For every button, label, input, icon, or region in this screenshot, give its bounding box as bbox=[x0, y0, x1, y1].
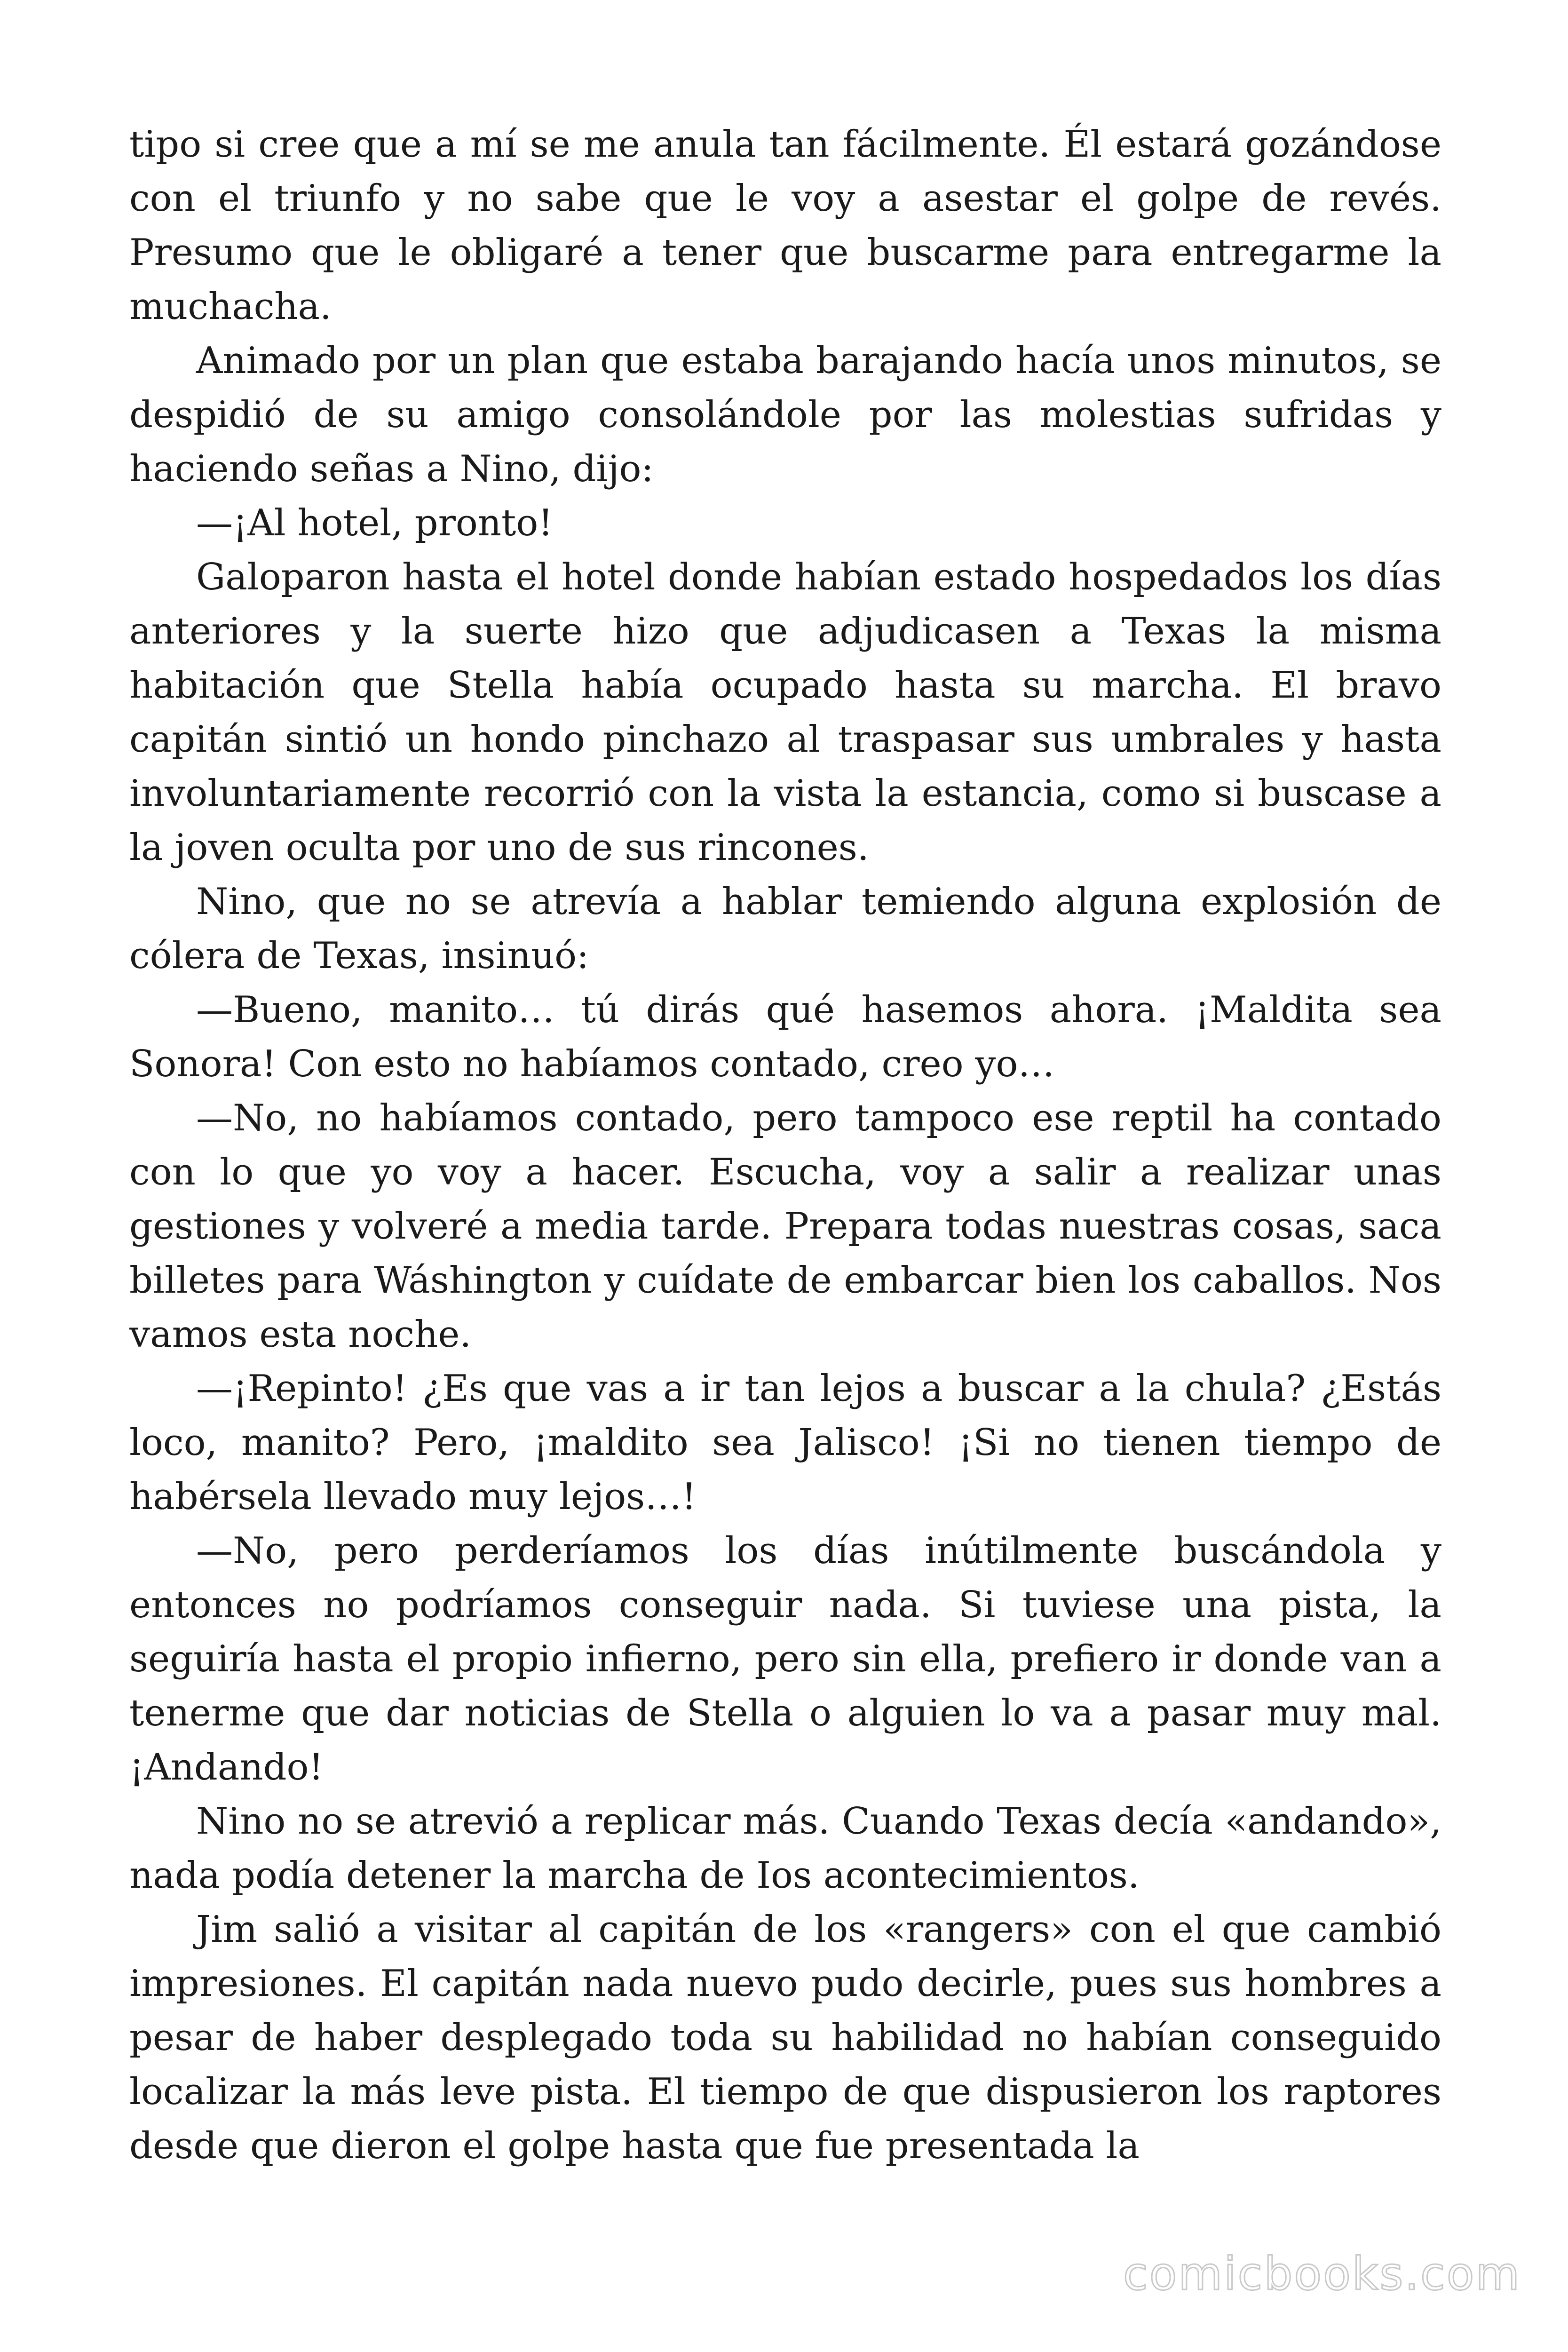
paragraph-2: Animado por un plan que estaba barajando hacía unos minutos, se despidió de su amigo consolándole por las molestias sufridas y haciendo señas a Nino, dijo: bbox=[129, 340, 1441, 490]
paragraph-8: —¡Repinto! ¿Es que vas a ir tan lejos a buscar a la chula? ¿Estás loco, manito? Pero, ¡maldito sea Jalisco! ¡Si no tienen tiempo de habérsela llevado muy lejos…! bbox=[129, 1367, 1441, 1518]
paragraph-3: —¡Al hotel, pronto! bbox=[196, 502, 553, 544]
paragraph-1: tipo si cree que a mí se me anula tan fácilmente. Él estará gozándose con el triunfo y no sabe que le voy a asestar el golpe de revés. Presumo que le obligaré a tener que buscarme para entregarme la muchacha. bbox=[129, 123, 1441, 328]
paragraph-7: —No, no habíamos contado, pero tampoco ese reptil ha contado con lo que yo voy a hacer. Escucha, voy a salir a realizar unas gestiones y volveré a media tarde. Prepara todas nuestras cosas, saca billetes para Wáshington y cuídate de embarcar bien los caballos. Nos vamos esta noche. bbox=[129, 1097, 1441, 1356]
watermark: comicbooks.com bbox=[1123, 2248, 1521, 2300]
paragraph-10: Nino no se atrevió a replicar más. Cuando Texas decía «andando», nada podía detener la marcha de Ios acontecimientos. bbox=[129, 1800, 1441, 1897]
book-page bbox=[129, 118, 1441, 2234]
paragraph-9: —No, pero perderíamos los días inútilmente buscándola y entonces no podríamos conseguir nada. Si tuviese una pista, la seguiría hasta el propio infierno, pero sin ella, prefiero ir donde van a tenerme que dar noticias de Stella o alguien lo va a pasar muy mal. ¡Andando! bbox=[129, 1530, 1441, 1788]
paragraph-4: Galoparon hasta el hotel donde habían estado hospedados los días anteriores y la suerte hizo que adjudicasen a Texas la misma habitación que Stella había ocupado hasta su marcha. El bravo capitán sintió un hondo pinchazo al traspasar sus umbrales y hasta involuntariamente recorrió con la vista la estancia, como si buscase a la joven oculta por uno de sus rincones. bbox=[129, 556, 1441, 869]
paragraph-6: —Bueno, manito… tú dirás qué hasemos ahora. ¡Maldita sea Sonora! Con esto no habíamos contado, creo yo… bbox=[129, 989, 1441, 1085]
paragraph-5: Nino, que no se atrevía a hablar temiendo alguna explosión de cólera de Texas, insinuó: bbox=[129, 881, 1441, 977]
paragraph-11: Jim salió a visitar al capitán de los «rangers» con el que cambió impresiones. El capitán nada nuevo pudo decirle, pues sus hombres a pesar de haber desplegado toda su habilidad no habían conseguido localizar la más leve pista. El tiempo de que dispusieron los raptores desde que dieron el golpe hasta que fue presentada la bbox=[129, 1908, 1441, 2167]
